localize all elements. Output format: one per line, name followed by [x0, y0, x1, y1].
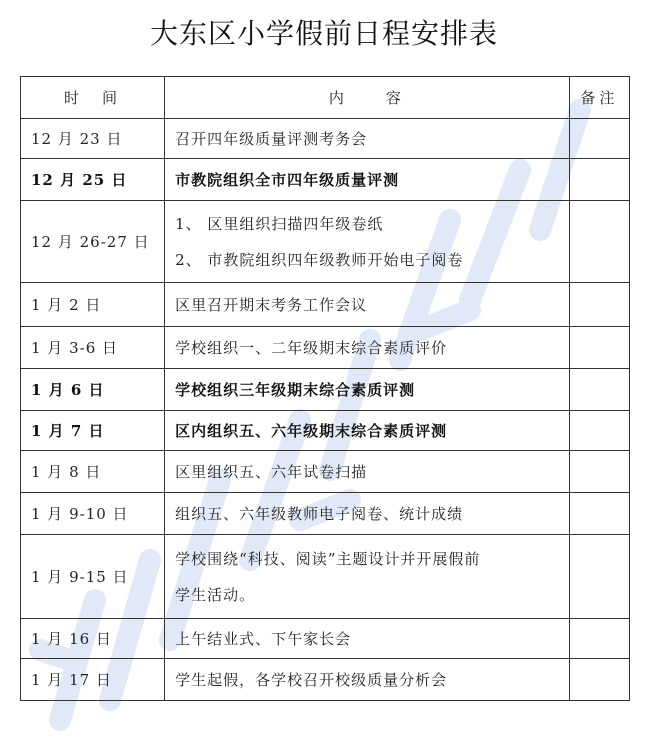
row-content [165, 535, 570, 619]
row-time: 1 月 17 日 [21, 659, 165, 701]
row-time: 1 月 9-10 日 [21, 493, 165, 535]
row-content [165, 327, 570, 369]
header-note: 备注 [569, 77, 629, 119]
page-title: 大东区小学假前日程安排表 [149, 17, 498, 50]
table-row [21, 369, 630, 411]
schedule-table [20, 76, 630, 701]
table-row [21, 201, 630, 283]
row-content-line: 召开四年级质量评测考务会 [175, 130, 368, 148]
header-time: 时 间 [21, 77, 165, 119]
row-content [165, 659, 570, 701]
row-content-line: 学校组织一、二年级期末综合素质评价 [175, 339, 448, 357]
row-note [569, 535, 629, 619]
row-content [165, 411, 570, 451]
row-note [569, 411, 629, 451]
row-time: 12 月 25 日 [21, 159, 165, 201]
row-content-line: 组织五、六年级教师电子阅卷、统计成绩 [175, 505, 464, 523]
row-content-line: 区里召开期末考务工作会议 [175, 296, 368, 314]
table-row [21, 659, 630, 701]
row-content [165, 369, 570, 411]
row-content-line: 1、 区里组织扫描四年级卷纸 [175, 214, 384, 233]
row-content-line: 学校围绕“科技、阅读”主题设计并开展假前 [175, 549, 481, 568]
row-time: 1 月 6 日 [21, 369, 165, 411]
row-note [569, 619, 629, 659]
table-row [21, 283, 630, 327]
schedule-body [21, 119, 630, 701]
row-time: 1 月 3-6 日 [21, 327, 165, 369]
row-note [569, 369, 629, 411]
row-content-line: 区里组织五、六年试卷扫描 [175, 463, 368, 481]
row-note [569, 283, 629, 327]
table-row [21, 451, 630, 493]
header-content: 内 容 [165, 77, 570, 119]
row-time: 12 月 26-27 日 [21, 201, 165, 283]
row-note [569, 201, 629, 283]
row-content [165, 283, 570, 327]
row-time: 12 月 23 日 [21, 119, 165, 159]
row-time: 1 月 8 日 [21, 451, 165, 493]
table-row [21, 619, 630, 659]
row-content-line: 学生活动。 [175, 585, 256, 604]
row-note [569, 119, 629, 159]
table-row [21, 411, 630, 451]
row-note [569, 451, 629, 493]
row-content-line: 市教院组织全市四年级质量评测 [175, 171, 400, 189]
row-time: 1 月 7 日 [21, 411, 165, 451]
table-row [21, 159, 630, 201]
row-content-line: 学校组织三年级期末综合素质评测 [175, 381, 416, 399]
row-note [569, 659, 629, 701]
row-content-line: 上午结业式、下午家长会 [175, 630, 352, 648]
row-content-line: 学生起假，各学校召开校级质量分析会 [175, 671, 448, 689]
row-content [165, 159, 570, 201]
row-note [569, 159, 629, 201]
row-content [165, 451, 570, 493]
table-row [21, 493, 630, 535]
table-row [21, 535, 630, 619]
row-content [165, 493, 570, 535]
row-content-line: 2、 市教院组织四年级教师开始电子阅卷 [175, 250, 464, 269]
table-row [21, 119, 630, 159]
row-content [165, 119, 570, 159]
row-content [165, 619, 570, 659]
row-content [165, 201, 570, 283]
row-time: 1 月 16 日 [21, 619, 165, 659]
row-note [569, 493, 629, 535]
row-content-line: 区内组织五、六年级期末综合素质评测 [175, 422, 448, 440]
row-time: 1 月 9-15 日 [21, 535, 165, 619]
row-time: 1 月 2 日 [21, 283, 165, 327]
table-header-row [21, 77, 630, 119]
row-note [569, 327, 629, 369]
table-row [21, 327, 630, 369]
